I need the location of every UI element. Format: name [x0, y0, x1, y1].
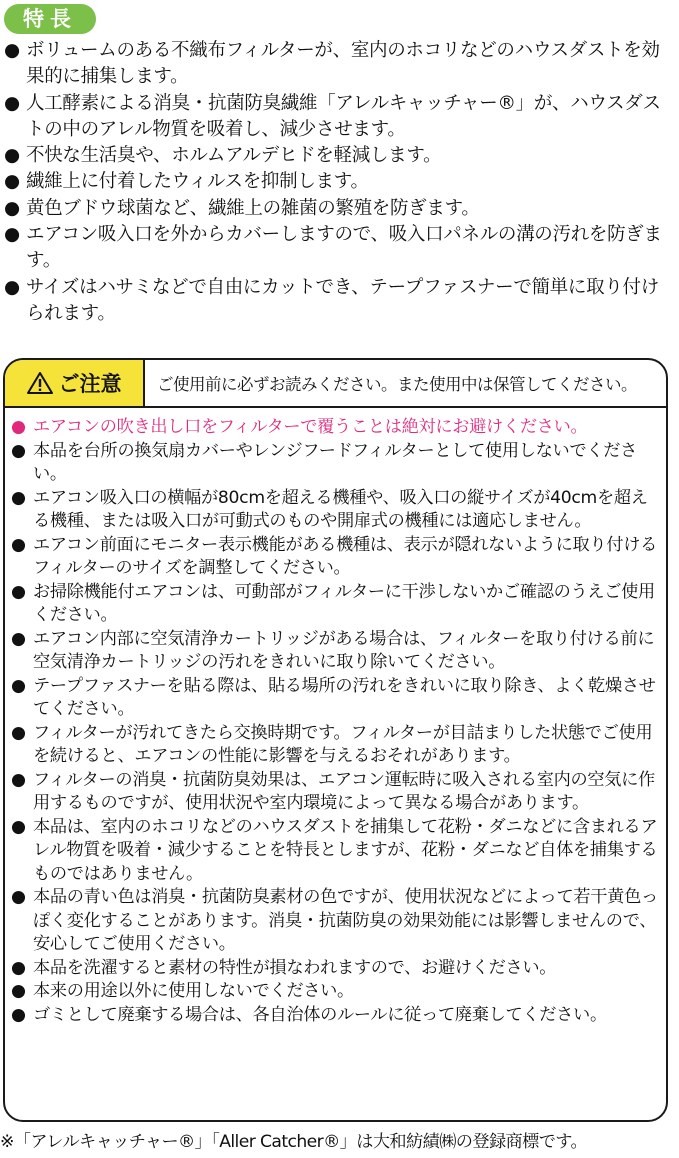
caution-badge	[5, 360, 145, 406]
feature-item	[4, 143, 676, 169]
caution-label: ご注意	[58, 372, 122, 396]
caution-text: 本品を洗濯すると素材の特性が損なわれますので、お避けください。	[33, 957, 557, 978]
bullet-icon: ●	[11, 981, 26, 1001]
bullet-icon: ●	[11, 487, 26, 508]
feature-text: 黄色ブドウ球菌など、繊維上の雑菌の繁殖を防ぎます。	[26, 197, 480, 219]
caution-text: 本品を台所の換気扇カバーやレンジフードフィルターとして使用しないでください。	[33, 440, 637, 484]
caution-item	[11, 628, 658, 675]
feature-text: エアコン吸入口を外からカバーしますので、吸入口パネルの溝の汚れを防ぎます。	[26, 224, 662, 272]
bullet-icon: ●	[11, 1004, 26, 1025]
feature-item	[4, 222, 676, 275]
caution-item	[11, 675, 658, 722]
warning-icon	[27, 371, 53, 395]
bullet-icon: ●	[11, 581, 26, 602]
caution-text: エアコン前面にモニター表示機能がある機種は、表示が隠れないように取り付けるフィルターのサイズを調整してください。	[33, 534, 657, 578]
feature-text: ボリュームのある不織布フィルターが、室内のホコリなどのハウスダストを効果的に捕集します。	[26, 40, 660, 88]
feature-item	[4, 91, 676, 144]
bullet-icon: ●	[11, 957, 26, 978]
feature-item	[4, 196, 676, 222]
caution-text: お掃除機能付エアコンは、可動部がフィルターに干渉しないかご確認のうえご使用ください。	[33, 581, 655, 625]
feature-text: サイズはハサミなどで自由にカットでき、テープファスナーで簡単に取り付けられます。	[26, 276, 659, 324]
bullet-icon: ●	[4, 171, 20, 193]
caution-text: 本品は、室内のホコリなどのハウスダストを捕集して花粉・ダニなどに含まれるアレル物質を吸着・減少することを特長としますが、花粉・ダニなど自体を捕集するものではありません。	[33, 816, 658, 884]
feature-text: 人工酵素による消臭・抗菌防臭繊維「アレルキャッチャー®」が、ハウスダストの中のアレル物質を吸着し、減少させます。	[26, 92, 661, 140]
bullet-icon: ●	[11, 769, 26, 790]
trademark-footnote: ※「アレルキャッチャー®」「Aller Catcher®」は大和紡績㈱の登録商標です。	[0, 1132, 588, 1152]
bullet-icon: ●	[11, 534, 26, 555]
bullet-icon: ●	[11, 675, 26, 696]
caution-header	[5, 360, 666, 408]
bullet-icon: ●	[4, 224, 20, 246]
caution-box	[3, 358, 668, 1122]
caution-item	[11, 487, 658, 534]
caution-list	[5, 408, 666, 1027]
caution-item	[11, 769, 658, 816]
bullet-icon: ●	[4, 145, 20, 167]
caution-text: 本品の青い色は消臭・抗菌防臭素材の色ですが、使用状況などによって若干黄色っぽく変化することがあります。消臭・抗菌防臭の効果効能には影響しませんので、安心してご使用ください。	[33, 887, 658, 954]
caution-item	[11, 534, 658, 581]
caution-text: エアコン内部に空気清浄カートリッジがある場合は、フィルターを取り付ける前に空気清浄カートリッジの汚れをきれいに取り除いてください。	[33, 628, 655, 672]
caution-item	[11, 1004, 658, 1028]
features-heading: 特長	[4, 4, 96, 34]
bullet-icon: ●	[4, 276, 20, 298]
bullet-icon: ●	[4, 40, 20, 61]
caution-item	[11, 957, 658, 981]
feature-text: 繊維上に付着したウィルスを抑制します。	[26, 171, 369, 193]
bullet-icon: ●	[11, 417, 26, 437]
bullet-icon: ●	[11, 722, 26, 743]
caution-text: フィルターの消臭・抗菌防臭効果は、エアコン運転時に吸入される室内の空気に作用するものですが、使用状況や室内環境によって異なる場合があります。	[33, 769, 655, 813]
features-list	[4, 38, 676, 327]
bullet-icon: ●	[11, 628, 26, 649]
feature-text: 不快な生活臭や、ホルムアルデヒドを軽減します。	[26, 145, 442, 167]
caution-warning-item	[11, 416, 658, 440]
caution-text: フィルターが汚れてきたら交換時期です。フィルターが目詰まりした状態でご使用を続けると、エアコンの性能に影響を与えるおそれがあります。	[33, 722, 653, 766]
caution-item	[11, 440, 658, 487]
caution-item	[11, 816, 658, 887]
caution-text: ゴミとして廃棄する場合は、各自治体のルールに従って廃棄してください。	[33, 1004, 607, 1025]
caution-item	[11, 886, 658, 957]
caution-text: エアコン吸入口の横幅が80cmを超える機種や、吸入口の縦サイズが40cmを超える機種、または吸入口が可動式のものや開扉式の機種には適応しません。	[33, 487, 648, 531]
bullet-icon: ●	[4, 197, 20, 219]
bullet-icon: ●	[11, 816, 26, 837]
caution-item	[11, 581, 658, 628]
bullet-icon: ●	[11, 887, 26, 907]
feature-item	[4, 169, 676, 195]
feature-item	[4, 275, 676, 328]
caution-note: ご使用前に必ずお読みください。また使用中は保管してください。	[157, 375, 637, 394]
bullet-icon: ●	[4, 92, 20, 114]
caution-warning-text: エアコンの吹き出し口をフィルターで覆うことは絶対にお避けください。	[33, 417, 588, 437]
feature-item	[4, 38, 676, 91]
caution-text: 本来の用途以外に使用しないでください。	[33, 981, 354, 1001]
caution-item	[11, 722, 658, 769]
caution-item	[11, 980, 658, 1004]
bullet-icon: ●	[11, 440, 26, 461]
caution-text: テープファスナーを貼る際は、貼る場所の汚れをきれいに取り除き、よく乾燥させてください。	[33, 675, 656, 719]
